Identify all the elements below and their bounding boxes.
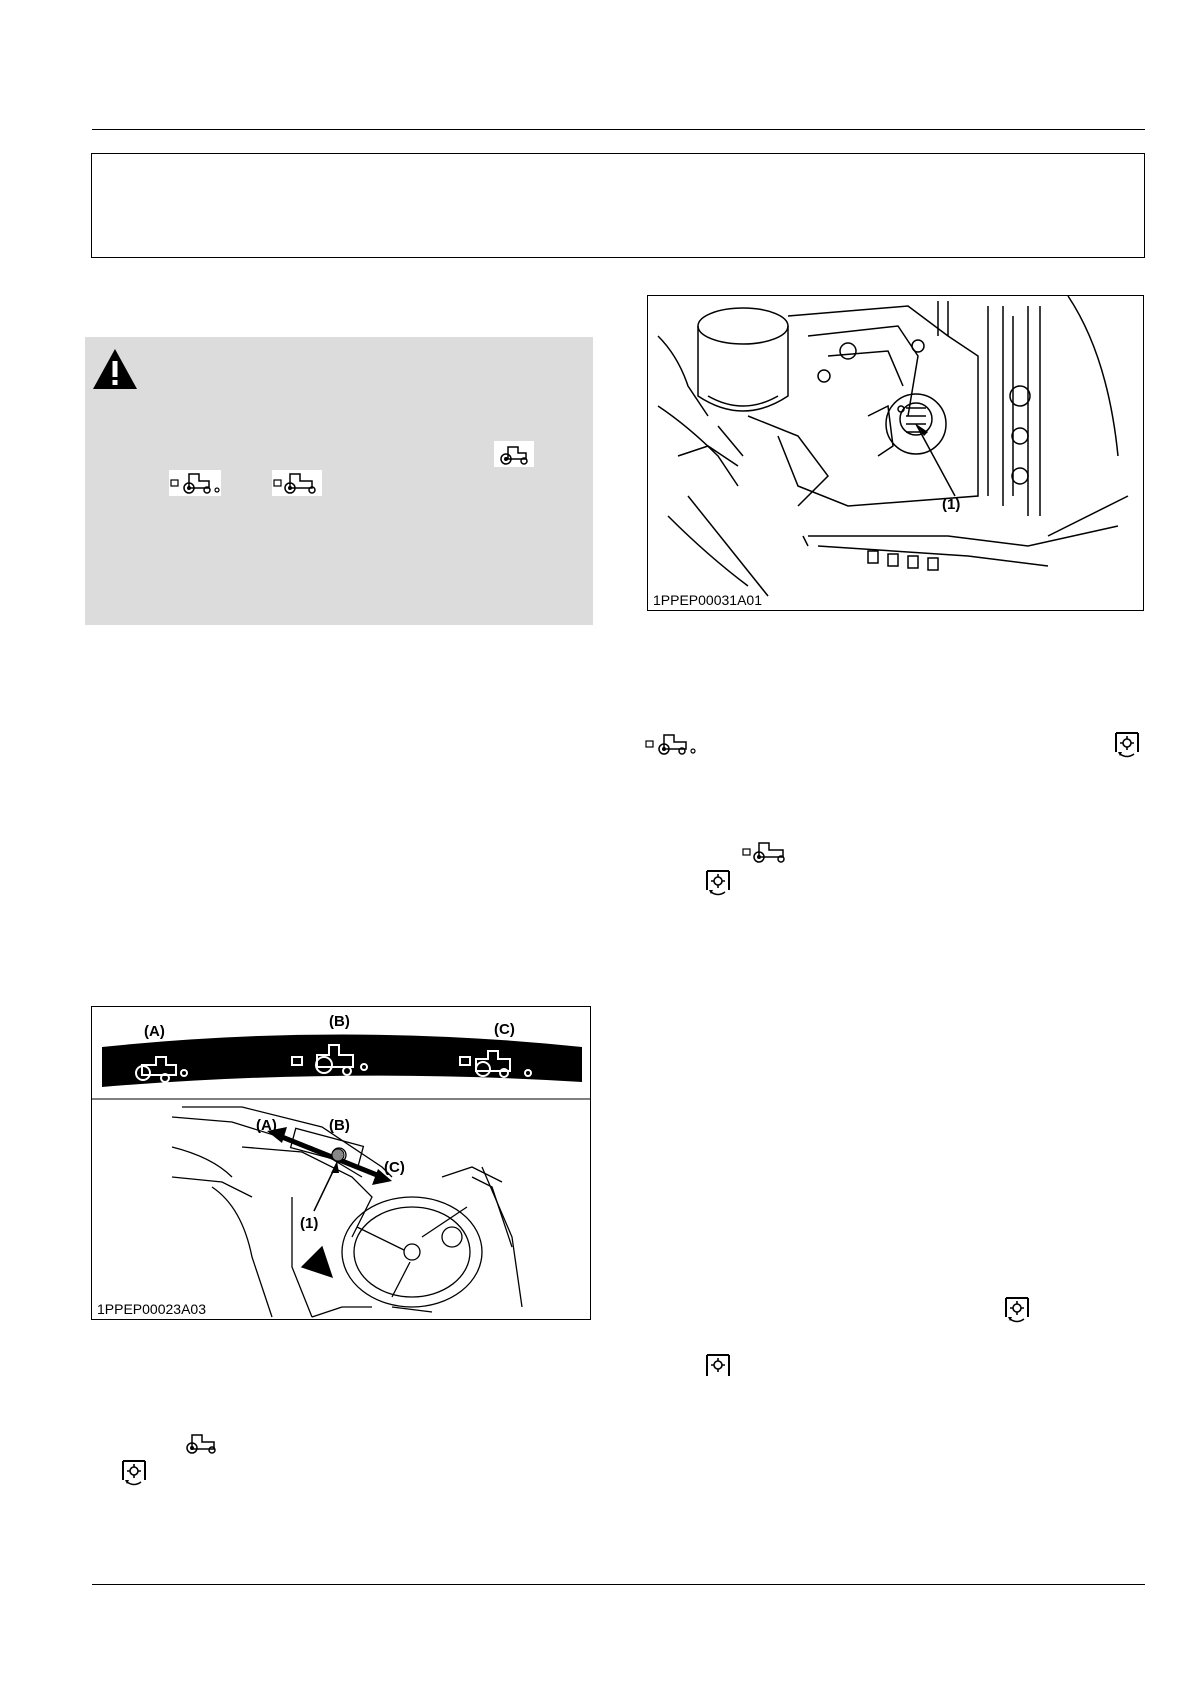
warning-triangle-icon [91,347,139,391]
header-box [91,153,1145,258]
figure-oil-filter [647,295,1144,611]
callout-c: (C) [384,1159,405,1176]
position-c-label: (C) [494,1021,515,1038]
figure-code: 1PPEP00023A03 [97,1301,206,1317]
gear-refresh-icon [1002,1295,1032,1325]
tractor-4wd-icon [494,441,534,467]
gear-refresh-icon [119,1458,149,1488]
callout-a: (A) [256,1117,277,1134]
position-b-label: (B) [329,1013,350,1030]
gear-refresh-icon [703,868,733,898]
gear-refresh-icon [1112,730,1142,760]
tractor-2wd-icon [272,470,322,496]
gear-refresh-icon [703,1352,733,1376]
warning-box [85,337,593,625]
position-a-label: (A) [144,1023,165,1040]
tractor-4wd-icon [644,730,698,758]
header-rule [92,129,1145,130]
figure-drive-lever [91,1006,591,1320]
tractor-4wd-icon [169,470,221,496]
tractor-2wd-icon [741,838,793,866]
callout-1: (1) [300,1215,319,1232]
figure-code: 1PPEP00031A01 [653,592,762,608]
callout-b: (B) [329,1117,350,1134]
callout-1: (1) [942,496,961,513]
tractor-2wd-icon [180,1430,220,1456]
footer-rule [92,1584,1145,1585]
